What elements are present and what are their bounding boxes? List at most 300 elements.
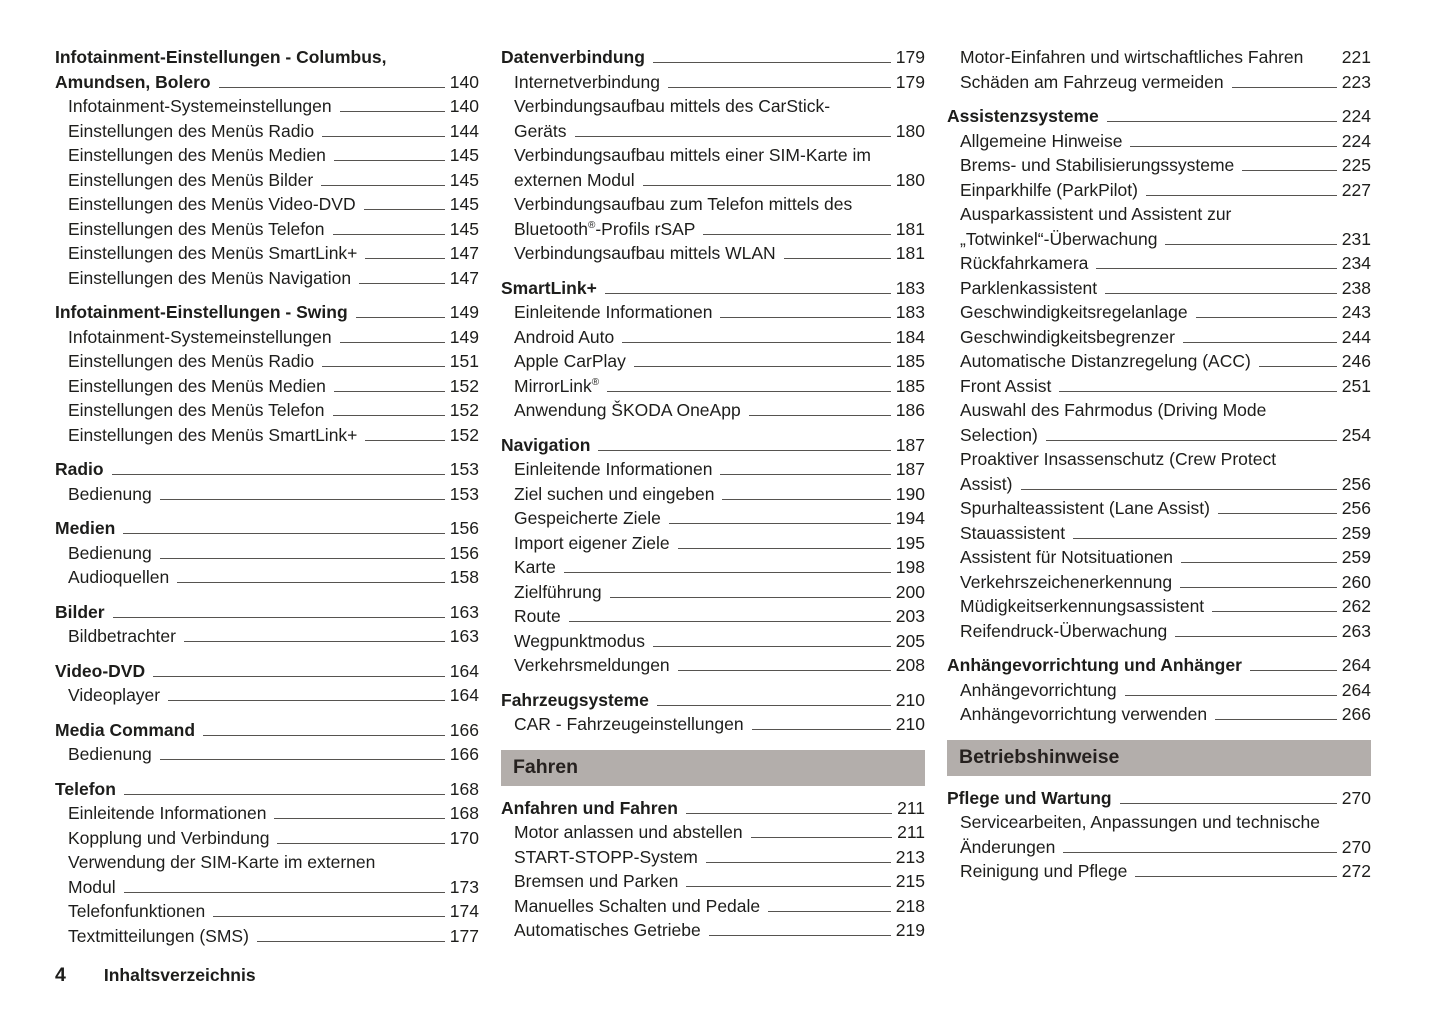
toc-entry [501, 653, 925, 678]
page-number: 263 [1341, 620, 1371, 641]
toc-entry [55, 266, 479, 291]
page-number: 147 [449, 267, 479, 288]
toc-entry-title: Einstellungen des Menüs Navigation [68, 267, 352, 288]
page-number: 259 [1341, 522, 1371, 543]
leader-line [334, 391, 445, 392]
toc-entry-title: Einleitende Informationen [514, 459, 713, 479]
toc-entry [55, 45, 479, 94]
leader-line [359, 283, 445, 284]
toc-entry [947, 251, 1371, 276]
page-number: 156 [449, 542, 479, 563]
page-number: 227 [1341, 179, 1371, 200]
toc-entry [55, 217, 479, 242]
leader-line [598, 450, 890, 451]
toc-entry [501, 555, 925, 580]
toc-entry-title: Einstellungen des Menüs Radio [68, 351, 315, 371]
toc-entry-title: Anhängevorrichtung [960, 679, 1117, 700]
page-number: 170 [449, 827, 479, 848]
page-number: 264 [1341, 679, 1371, 700]
toc-entry [947, 104, 1371, 129]
page-number: 145 [449, 169, 479, 190]
page-number: 244 [1341, 326, 1371, 347]
toc-entry-title: Anfahren und Fahren [501, 797, 678, 818]
page-number: 256 [1341, 473, 1371, 494]
leader-line [678, 670, 891, 671]
page-number: 168 [449, 803, 479, 823]
page-number: 145 [449, 218, 479, 239]
toc-entry-title: Bedienung [68, 542, 152, 563]
toc-entry-title: Telefon [55, 778, 116, 799]
leader-line [784, 258, 891, 259]
toc-entry-title: Motor-Einfahren und wirtschaftliches Fahren [960, 47, 1304, 67]
toc-entry-title: Fahrzeugsysteme [501, 689, 649, 710]
page-number: 251 [1341, 375, 1371, 396]
leader-line [219, 87, 445, 88]
toc-entry-title: MirrorLink® [514, 375, 600, 396]
toc-entry [501, 712, 925, 737]
page-number: 149 [449, 302, 479, 322]
leader-line [1259, 366, 1337, 367]
toc-entry-title: Import eigener Ziele [514, 532, 670, 553]
toc-entry-title: Einstellungen des Menüs SmartLink+ [68, 424, 358, 445]
toc-entry [501, 869, 925, 894]
toc-entry-title: Karte [514, 557, 556, 577]
leader-line [678, 548, 891, 549]
toc-entry [55, 143, 479, 168]
toc-entry [947, 178, 1371, 203]
toc-entry [501, 349, 925, 374]
leader-line [364, 209, 445, 210]
leader-line [334, 160, 445, 161]
page-number: 186 [895, 400, 925, 420]
toc-entry-title: Änderungen [960, 836, 1056, 857]
toc-entry-title: Müdigkeitserkennungsassistent [960, 596, 1205, 616]
page-number: 210 [895, 689, 925, 710]
page-number: 224 [1341, 130, 1371, 151]
leader-line [706, 862, 891, 863]
toc-entry [55, 826, 479, 851]
leader-line [752, 729, 891, 730]
leader-line [643, 185, 891, 186]
registered-mark: ® [587, 219, 596, 231]
page-number: 184 [895, 326, 925, 347]
toc-entry [55, 192, 479, 217]
leader-line [124, 794, 445, 795]
toc-entry [501, 433, 925, 458]
toc-entry-title: Parklenkassistent [960, 277, 1098, 298]
toc-entry-title: Einleitende Informationen [68, 803, 267, 823]
toc-entry [947, 678, 1371, 703]
leader-line [751, 837, 892, 838]
toc-entry-title: Bildbetrachter [68, 626, 176, 646]
page-number: 260 [1341, 571, 1371, 592]
page-number: 266 [1341, 704, 1371, 724]
toc-entry-title: Amundsen, Bolero [55, 71, 211, 92]
toc-entry [55, 482, 479, 507]
toc-entry [947, 447, 1371, 496]
toc-entry [55, 850, 479, 899]
page-number: 147 [449, 243, 479, 263]
page-number: 270 [1341, 836, 1371, 857]
leader-line [356, 317, 445, 318]
toc-entry-title: Einleitende Informationen [514, 302, 713, 322]
toc-column-1 [55, 45, 479, 948]
page-number: 183 [895, 302, 925, 322]
leader-line [668, 87, 891, 88]
page-number: 190 [895, 483, 925, 504]
leader-line [153, 676, 445, 677]
toc-entry-title: Kopplung und Verbindung [68, 827, 270, 848]
page-number: 238 [1341, 277, 1371, 298]
toc-entry [55, 600, 479, 625]
footer-section-label: Inhaltsverzeichnis [103, 965, 256, 985]
leader-line [622, 342, 891, 343]
leader-line [340, 111, 445, 112]
toc-entry [55, 423, 479, 448]
page-number: 164 [449, 660, 479, 681]
page-number: 164 [449, 685, 479, 705]
leader-line [112, 474, 445, 475]
toc-entry-title: Medien [55, 518, 116, 538]
toc-entry-title: Einstellungen des Menüs Medien [68, 145, 326, 165]
leader-line [274, 818, 444, 819]
leader-line [113, 617, 445, 618]
toc-entry-title: Bilder [55, 601, 105, 622]
toc-entry-title: Textmitteilungen (SMS) [68, 925, 249, 946]
toc-entry [55, 300, 479, 325]
toc-entry [55, 565, 479, 590]
leader-line [653, 62, 891, 63]
toc-entry [55, 94, 479, 119]
toc-entry [501, 796, 925, 821]
toc-entry [55, 801, 479, 826]
toc-entry-title: SmartLink+ [501, 277, 597, 298]
leader-line [203, 735, 445, 736]
leader-line [1063, 852, 1336, 853]
toc-entry [947, 129, 1371, 154]
footer-page-number: 4 [55, 964, 66, 986]
toc-entry [501, 845, 925, 870]
toc-entry [55, 777, 479, 802]
toc-entry [947, 202, 1371, 251]
toc-entry [501, 604, 925, 629]
toc-entry [501, 374, 925, 399]
toc-entry-title: Geräts [514, 120, 567, 141]
page-number: 187 [895, 434, 925, 455]
leader-line [1021, 489, 1337, 490]
toc-entry [55, 659, 479, 684]
toc-entry [501, 276, 925, 301]
leader-line [1125, 695, 1337, 696]
toc-columns [55, 45, 1371, 948]
leader-line [686, 886, 890, 887]
toc-entry-title: Infotainment-Einstellungen - Columbus, [55, 47, 387, 67]
page-number: 156 [449, 518, 479, 538]
toc-entry-title: Audioquellen [68, 567, 170, 587]
page-number: 181 [895, 218, 925, 239]
toc-entry-title: Reinigung und Pflege [960, 861, 1128, 881]
leader-line [213, 916, 445, 917]
toc-entry-title: Einparkhilfe (ParkPilot) [960, 179, 1138, 200]
page-number: 234 [1341, 253, 1371, 273]
page-number: 163 [449, 601, 479, 622]
page-number: 149 [449, 326, 479, 347]
toc-entry-title: externen Modul [514, 169, 635, 190]
leader-line [703, 234, 890, 235]
leader-line [257, 941, 445, 942]
leader-line [709, 935, 891, 936]
page-number: 166 [449, 744, 479, 764]
toc-entry [947, 810, 1371, 859]
toc-entry-title: Assist) [960, 473, 1013, 494]
toc-entry [501, 629, 925, 654]
page-number: 259 [1341, 547, 1371, 567]
page-number: 210 [895, 714, 925, 734]
toc-entry [947, 786, 1371, 811]
leader-line [1059, 391, 1336, 392]
leader-line [569, 621, 891, 622]
leader-line [605, 293, 891, 294]
toc-entry-title: Anwendung ŠKODA OneApp [514, 400, 741, 420]
toc-entry-title: START-STOPP-System [514, 846, 698, 867]
leader-line [123, 533, 445, 534]
page-number: 272 [1341, 861, 1371, 881]
leader-line [1242, 170, 1337, 171]
toc-entry [501, 482, 925, 507]
leader-line [124, 892, 445, 893]
leader-line [575, 136, 891, 137]
leader-line [1120, 803, 1337, 804]
leader-line [321, 185, 445, 186]
toc-entry-title: Media Command [55, 719, 196, 740]
page-number: 185 [895, 351, 925, 371]
toc-entry-title: Bedienung [68, 483, 152, 504]
page-number: 225 [1341, 155, 1371, 175]
toc-entry-title: Front Assist [960, 375, 1052, 396]
leader-line [1175, 636, 1337, 637]
leader-line [610, 597, 891, 598]
toc-entry [55, 168, 479, 193]
toc-entry-title: Stauassistent [960, 522, 1066, 543]
leader-line [1250, 670, 1337, 671]
page-number: 256 [1341, 498, 1371, 518]
toc-entry [501, 94, 925, 143]
toc-entry [501, 894, 925, 919]
page-number: 195 [895, 532, 925, 553]
leader-line [160, 499, 445, 500]
leader-line [333, 415, 445, 416]
toc-entry [55, 374, 479, 399]
toc-entry-title: Verbindungsaufbau mittels des CarStick- [514, 96, 831, 116]
leader-line [1196, 317, 1337, 318]
toc-entry [947, 45, 1371, 70]
page-number: 173 [449, 876, 479, 897]
page-number: 223 [1341, 71, 1371, 92]
page-number: 163 [449, 626, 479, 646]
leader-line [1180, 587, 1337, 588]
page-number: 205 [895, 630, 925, 651]
toc-entry-title: Manuelles Schalten und Pedale [514, 895, 761, 916]
toc-entry [501, 398, 925, 423]
toc-entry-title: Telefonfunktionen [68, 901, 206, 921]
page-number: 246 [1341, 351, 1371, 371]
toc-entry-title: Bedienung [68, 744, 152, 764]
toc-entry [947, 545, 1371, 570]
page-number: 180 [895, 169, 925, 190]
leader-line [1218, 513, 1337, 514]
registered-mark: ® [591, 376, 600, 388]
toc-entry [947, 619, 1371, 644]
page-number: 194 [895, 508, 925, 528]
leader-line [1146, 195, 1337, 196]
toc-entry-title: Servicearbeiten, Anpassungen und technische [960, 812, 1320, 832]
toc-entry-title: Gespeicherte Ziele [514, 508, 661, 528]
toc-entry [55, 541, 479, 566]
toc-entry [947, 325, 1371, 350]
toc-entry-title: Geschwindigkeitsbegrenzer [960, 326, 1175, 347]
toc-entry-title: „Totwinkel“-Überwachung [960, 228, 1158, 249]
page-number: 211 [897, 822, 925, 842]
section-banner [501, 750, 925, 786]
leader-line [365, 440, 444, 441]
leader-line [365, 258, 444, 259]
leader-line [1046, 440, 1337, 441]
toc-entry [55, 624, 479, 649]
page-number: 152 [449, 400, 479, 420]
toc-entry [501, 300, 925, 325]
toc-entry-title: Rückfahrkamera [960, 253, 1089, 273]
toc-entry-title: Geschwindigkeitsregelanlage [960, 302, 1188, 322]
toc-entry-title: Wegpunktmodus [514, 630, 646, 651]
toc-entry [947, 374, 1371, 399]
toc-entry-title: Android Auto [514, 326, 615, 347]
toc-entry [501, 918, 925, 943]
leader-line [564, 572, 891, 573]
page-number: 168 [449, 778, 479, 799]
toc-entry-title: Infotainment-Systemeinstellungen [68, 96, 332, 116]
page-number: 264 [1341, 655, 1371, 675]
page-number: 187 [895, 459, 925, 479]
page-number: 180 [895, 120, 925, 141]
leader-line [720, 474, 890, 475]
toc-entry [55, 349, 479, 374]
toc-entry-title: Zielführung [514, 581, 602, 602]
leader-line [686, 813, 892, 814]
toc-entry-title: Modul [68, 876, 116, 897]
toc-entry-title: Anhängevorrichtung und Anhänger [947, 655, 1242, 675]
leader-line [634, 366, 891, 367]
leader-line [1165, 244, 1336, 245]
page-number: 208 [895, 655, 925, 675]
toc-entry [501, 506, 925, 531]
toc-column-2 [501, 45, 925, 948]
toc-entry-title: Anhängevorrichtung verwenden [960, 704, 1208, 724]
toc-entry-title: Reifendruck-Überwachung [960, 620, 1168, 641]
toc-entry-title: Infotainment-Einstellungen - Swing [55, 302, 348, 322]
toc-entry-title: CAR - Fahrzeugeinstellungen [514, 714, 744, 734]
toc-entry-title: Videoplayer [68, 685, 161, 705]
toc-entry-title: Verbindungsaufbau zum Telefon mittels des [514, 194, 853, 214]
page-number: 213 [895, 846, 925, 867]
toc-entry-title: Bremsen und Parken [514, 871, 679, 891]
page-number: 174 [449, 901, 479, 921]
leader-line [1232, 87, 1337, 88]
page-number: 211 [897, 797, 925, 818]
toc-entry [947, 496, 1371, 521]
toc-entry [55, 457, 479, 482]
leader-line [1107, 121, 1337, 122]
toc-entry [501, 192, 925, 241]
toc-entry [947, 70, 1371, 95]
toc-entry [947, 398, 1371, 447]
page-number: 262 [1341, 596, 1371, 616]
toc-entry-title: Spurhalteassistent (Lane Assist) [960, 498, 1210, 518]
page-number: 254 [1341, 424, 1371, 445]
leader-line [322, 366, 445, 367]
page-number: 166 [449, 719, 479, 740]
page-number: 179 [895, 47, 925, 67]
toc-entry-title: Brems- und Stabilisierungssysteme [960, 155, 1235, 175]
toc-entry-title: Allgemeine Hinweise [960, 130, 1123, 151]
toc-entry [501, 325, 925, 350]
toc-entry-title: Verkehrszeichenerkennung [960, 571, 1173, 592]
toc-entry-title: Automatisches Getriebe [514, 920, 701, 940]
toc-entry [501, 457, 925, 482]
toc-entry-title: Auswahl des Fahrmodus (Driving Mode [960, 400, 1267, 420]
toc-entry-title: Verbindungsaufbau mittels WLAN [514, 243, 776, 263]
toc-entry [947, 594, 1371, 619]
toc-entry [947, 570, 1371, 595]
toc-entry-title: Motor anlassen und abstellen [514, 822, 743, 842]
leader-line [1073, 538, 1337, 539]
page-number: 151 [449, 351, 479, 371]
page-number: 218 [895, 895, 925, 916]
toc-entry [55, 119, 479, 144]
leader-line [1096, 268, 1336, 269]
toc-entry [55, 718, 479, 743]
toc-entry [501, 580, 925, 605]
leader-line [160, 558, 445, 559]
toc-entry-title: Route [514, 606, 561, 626]
page-number: 219 [895, 920, 925, 940]
toc-entry [501, 531, 925, 556]
toc-entry-title: Einstellungen des Menüs Telefon [68, 218, 325, 239]
page-number: 224 [1341, 106, 1371, 126]
page-number: 270 [1341, 787, 1371, 808]
toc-entry-title: Automatische Distanzregelung (ACC) [960, 351, 1251, 371]
page-number: 144 [449, 120, 479, 141]
leader-line [333, 234, 445, 235]
toc-entry-title: Assistenzsysteme [947, 106, 1099, 126]
toc-entry [947, 521, 1371, 546]
toc-entry-title: Navigation [501, 434, 591, 455]
leader-line [1105, 293, 1337, 294]
toc-entry-title: Verbindungsaufbau mittels einer SIM-Karte im [514, 145, 871, 165]
toc-entry-title: Ziel suchen und eingeben [514, 483, 715, 504]
leader-line [168, 700, 445, 701]
page-number: 221 [1341, 47, 1371, 67]
toc-entry-title: Einstellungen des Menüs Video-DVD [68, 194, 356, 214]
leader-line [177, 582, 445, 583]
toc-column-3 [947, 45, 1371, 948]
section-banner-label: Fahren [513, 756, 579, 778]
leader-line [322, 136, 445, 137]
leader-line [669, 523, 891, 524]
leader-line [1130, 146, 1336, 147]
toc-entry-title: Proaktiver Insassenschutz (Crew Protect [960, 449, 1277, 469]
toc-entry-title: Einstellungen des Menüs Bilder [68, 169, 314, 190]
page-number: 200 [895, 581, 925, 602]
